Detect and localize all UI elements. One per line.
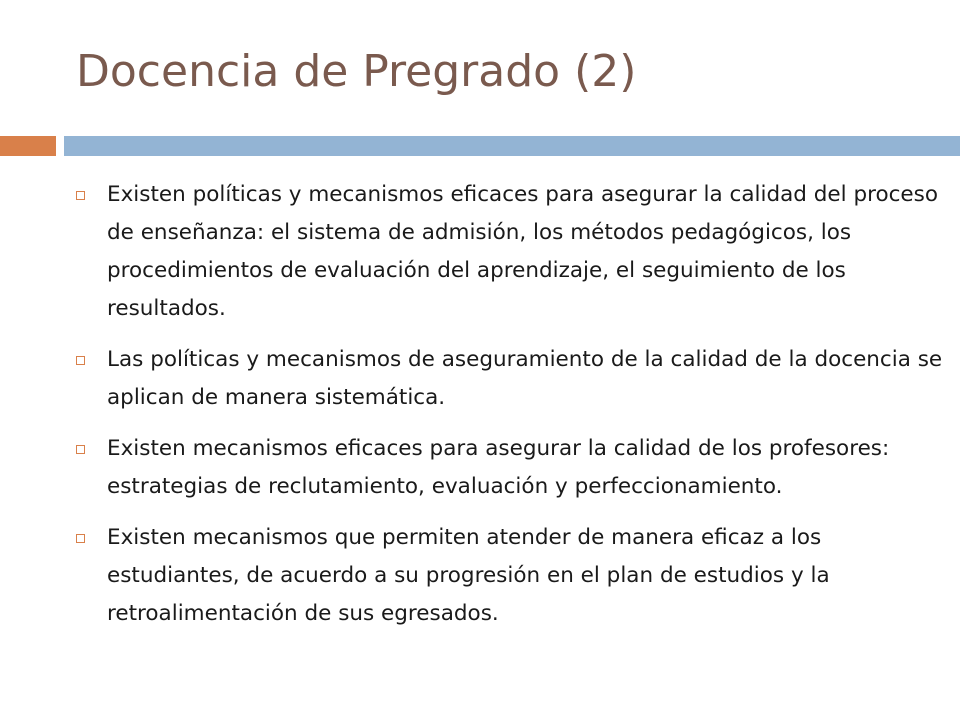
hollow-square-bullet-icon bbox=[76, 191, 85, 200]
bullet-text: Existen mecanismos que permiten atender de manera eficaz a los estudiantes, de acuerdo a su progresión en el plan de estudios y la retroalimentación de sus egresados. bbox=[107, 525, 830, 626]
slide-title: Docencia de Pregrado (2) bbox=[76, 46, 637, 97]
hollow-square-bullet-icon bbox=[76, 445, 85, 454]
bullet-item bbox=[76, 176, 946, 328]
bullet-text: Existen políticas y mecanismos eficaces para asegurar la calidad del proceso de enseñanza: el sistema de admisión, los métodos pedagógicos, los procedimientos de evaluación del aprendizaje, el seguimiento de los resultados. bbox=[107, 182, 939, 321]
title-divider-bar bbox=[64, 136, 960, 156]
bullet-item bbox=[76, 430, 946, 506]
hollow-square-bullet-icon bbox=[76, 356, 85, 365]
bullet-list bbox=[76, 176, 946, 646]
hollow-square-bullet-icon bbox=[76, 534, 85, 543]
bullet-item bbox=[76, 341, 946, 417]
bullet-item bbox=[76, 519, 946, 633]
bullet-text: Las políticas y mecanismos de aseguramiento de la calidad de la docencia se aplican de manera sistemática. bbox=[107, 347, 943, 410]
accent-divider-bar bbox=[0, 136, 56, 156]
bullet-text: Existen mecanismos eficaces para asegurar la calidad de los profesores: estrategias de reclutamiento, evaluación y perfeccionamiento. bbox=[107, 436, 890, 499]
